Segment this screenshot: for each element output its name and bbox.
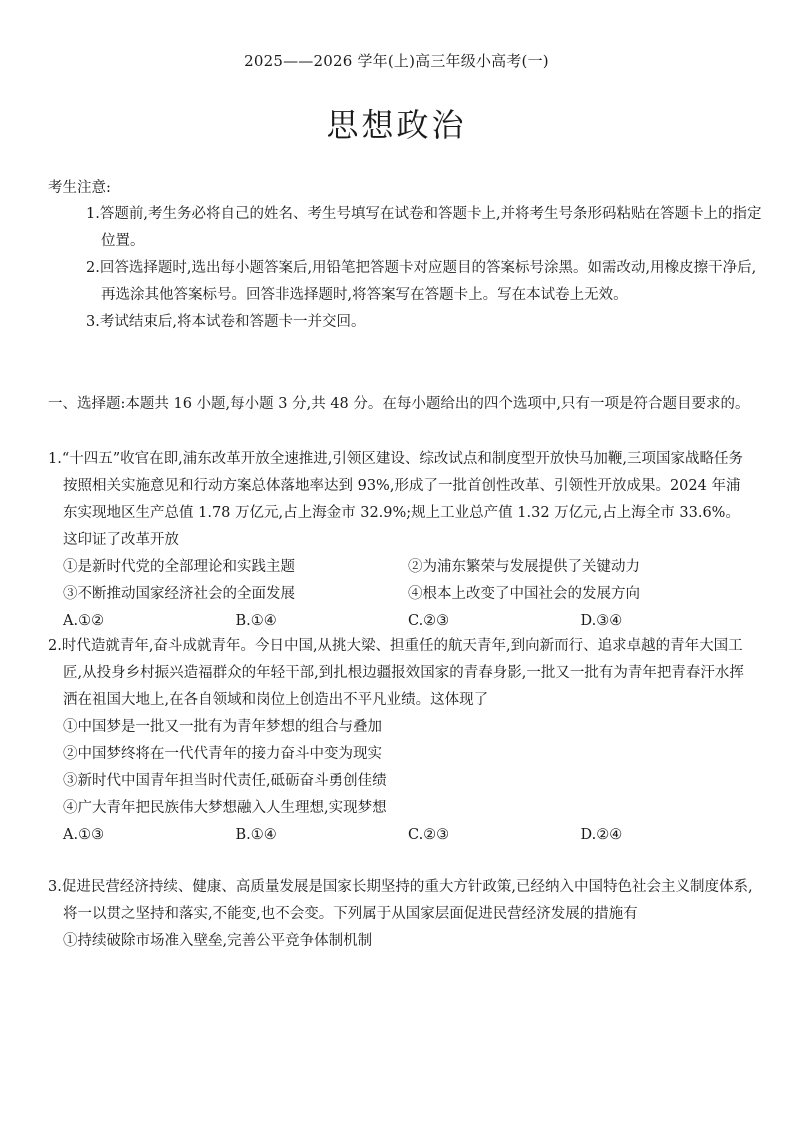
choice-c: C.②③ bbox=[408, 613, 450, 629]
choice-row bbox=[63, 608, 753, 635]
notice-heading: 考生注意: bbox=[48, 180, 111, 196]
choice-row bbox=[63, 822, 753, 849]
notice-item-3: 3.考试结束后,将本试卷和答题卡一并交回。 bbox=[86, 314, 366, 330]
question-1 bbox=[48, 446, 753, 635]
statement: ④广大青年把民族伟大梦想融入人生理想,实现梦想 bbox=[63, 800, 387, 816]
choice-a: A.①③ bbox=[63, 827, 105, 843]
choice-b: B.①④ bbox=[235, 827, 277, 843]
question-3 bbox=[48, 874, 753, 955]
statement: ③不断推动国家经济社会的全面发展 bbox=[63, 586, 295, 602]
statement: ①是新时代党的全部理论和实践主题 bbox=[63, 559, 295, 575]
question-stem: 2.时代造就青年,奋斗成就青年。今日中国,从挑大梁、担重任的航天青年,到向新而行、追求卓越的青年大国工匠,从投身乡村振兴造福群众的年轻干部,到扎根边疆报效国家的青春身影,一批又一批有为青年把青春汗水挥洒在祖国大地上,在各自领域和岗位上创造出不平凡业绩。这体现了 bbox=[48, 638, 744, 708]
question-2 bbox=[48, 633, 753, 849]
statement: ②为浦东繁荣与发展提供了关键动力 bbox=[408, 559, 640, 575]
choice-b: B.①④ bbox=[235, 613, 277, 629]
notice-item-1: 1.答题前,考生务必将自己的姓名、考生号填写在试卷和答题卡上,并将考生号条形码粘贴在答题卡上的指定位置。 bbox=[86, 206, 762, 249]
question-stem: 1.“十四五”收官在即,浦东改革开放全速推进,引领区建设、综改试点和制度型开放快马加鞭,三项国家战略任务按照相关实施意见和行动方案总体落地率达到 93%,形成了一批首创性改革、引领性开放成果。2024 年浦东实现地区生产总值 1.78 万亿元,占上海金市 32.9%;规上工业总产值 1.32 万亿元,占上海全市 33.6%。这印证了改革开放 bbox=[48, 451, 743, 548]
choice-d: D.③④ bbox=[580, 613, 623, 629]
section-instructions: 一、选择题:本题共 16 小题,每小题 3 分,共 48 分。在每小题给出的四个选项中,只有一项是符合题目要求的。 bbox=[48, 396, 750, 412]
statement: ②中国梦终将在一代代青年的接力奋斗中变为现实 bbox=[63, 746, 382, 762]
notice-item-2: 2.回答选择题时,选出每小题答案后,用铅笔把答题卡对应题目的答案标号涂黑。如需改动,用橡皮擦干净后,再选涂其他答案标号。回答非选择题时,将答案写在答题卡上。写在本试卷上无效。 bbox=[86, 260, 757, 303]
statement: ①持续破除市场准入壁垒,完善公平竞争体制机制 bbox=[63, 933, 373, 949]
question-stem: 3.促进民营经济持续、健康、高质量发展是国家长期坚持的重大方针政策,已经纳入中国特色社会主义制度体系,将一以贯之坚持和落实,不能变,也不会变。下列属于从国家层面促进民营经济发展的措施有 bbox=[48, 879, 753, 922]
choice-a: A.①② bbox=[63, 613, 105, 629]
choice-d: D.②④ bbox=[580, 827, 623, 843]
notice-list bbox=[86, 201, 766, 336]
subject-title: 思想政治 bbox=[326, 106, 467, 144]
statement-row bbox=[63, 581, 753, 608]
statement: ③新时代中国青年担当时代责任,砥砺奋斗勇创佳绩 bbox=[63, 773, 387, 789]
statement-row bbox=[63, 554, 753, 581]
statement: ①中国梦是一批又一批有为青年梦想的组合与叠加 bbox=[63, 719, 382, 735]
statement: ④根本上改变了中国社会的发展方向 bbox=[408, 586, 640, 602]
choice-c: C.②③ bbox=[408, 827, 450, 843]
exam-header: 2025——2026 学年(上)高三年级小高考(一) bbox=[244, 52, 549, 70]
